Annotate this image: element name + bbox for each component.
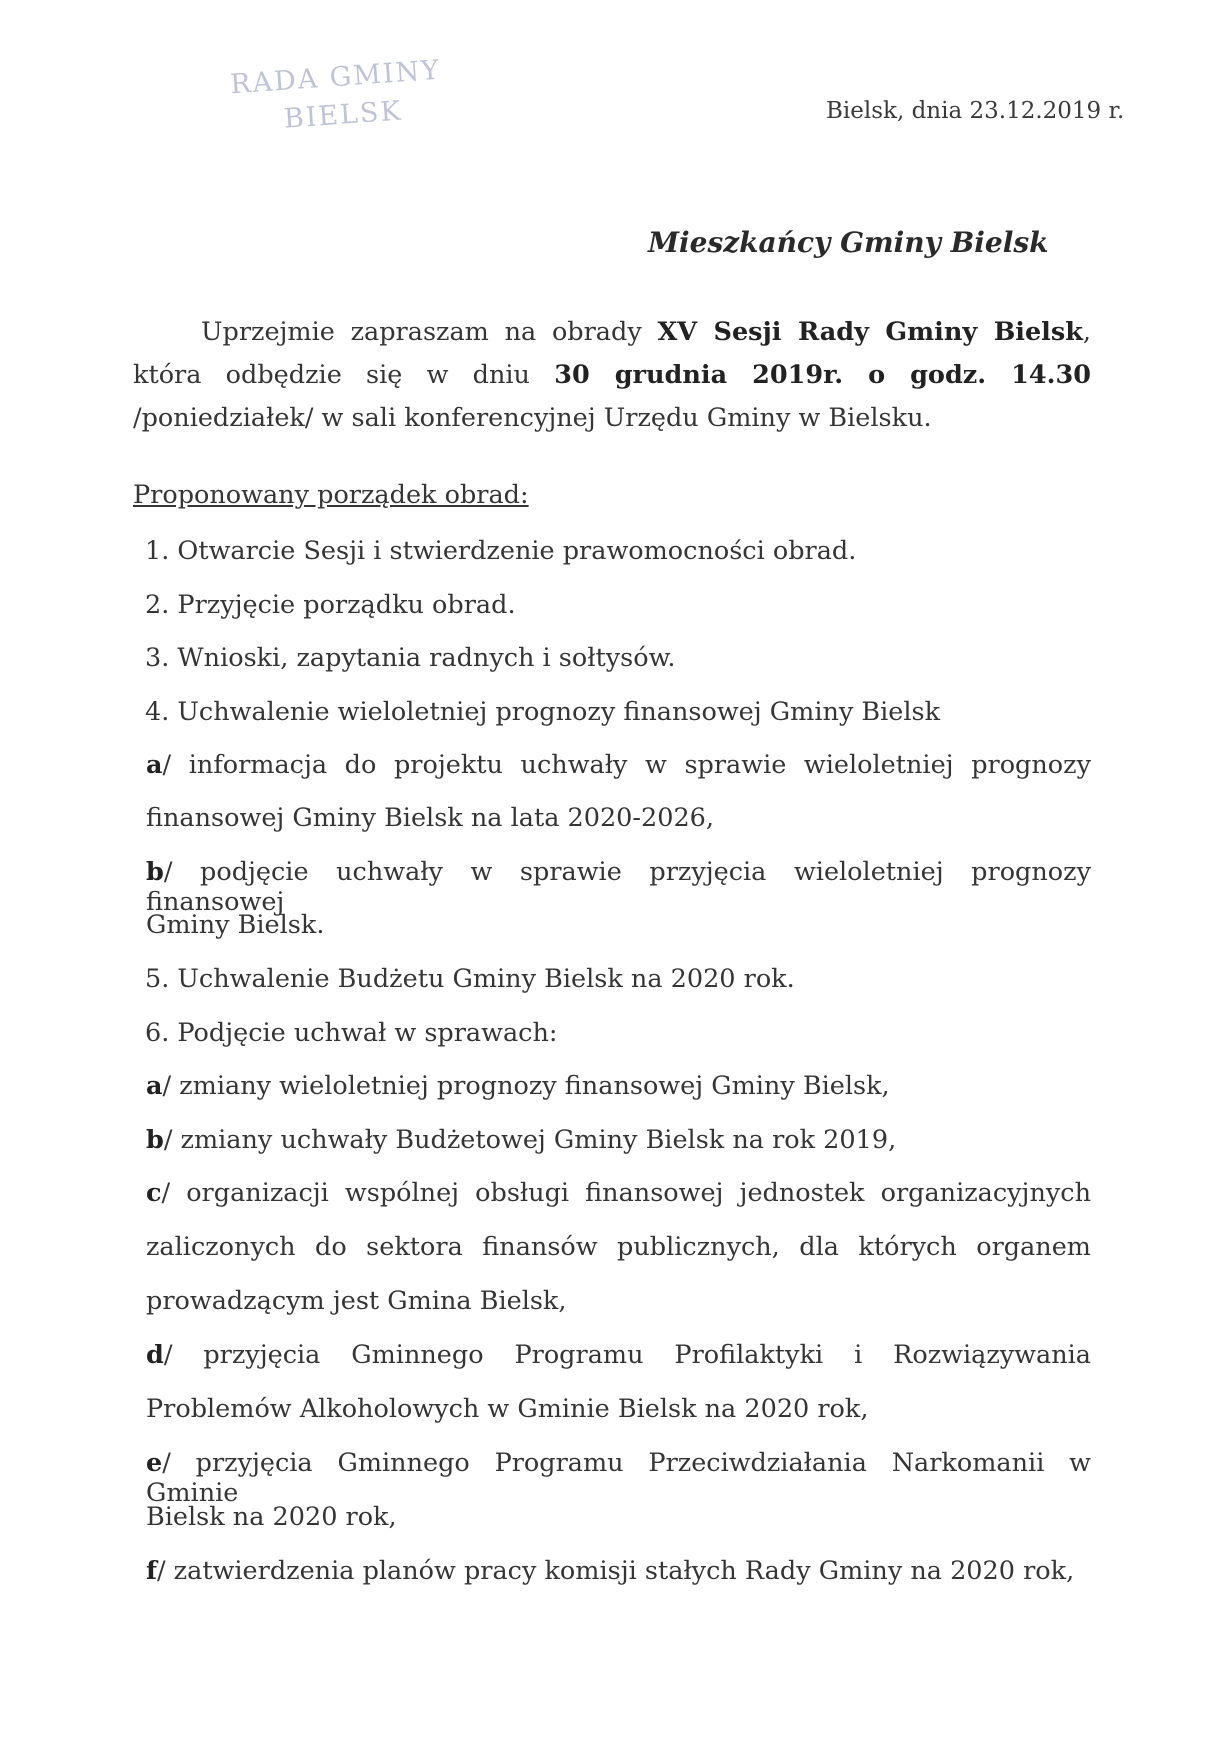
- intro-paragraph: [133, 311, 1091, 440]
- stamp-line-1: RADA GMINY: [229, 54, 442, 101]
- agenda-item-4: 4. Uchwalenie wieloletniej prognozy finansowej Gminy Bielsk: [145, 697, 941, 727]
- session-name: XV Sesji Rady Gminy Bielsk: [657, 317, 1083, 347]
- addressee: Mieszkańcy Gminy Bielsk: [648, 226, 1049, 259]
- sub-4a-line-2: finansowej Gminy Bielsk na lata 2020-2026,: [146, 803, 715, 833]
- agenda-item-1: 1. Otwarcie Sesji i stwierdzenie prawomocności obrad.: [145, 536, 857, 566]
- sub-6c-line-2: zaliczonych do sektora finansów publicznych, dla których organem: [146, 1232, 1091, 1262]
- sub-4a-line-1: a/ informacja do projektu uchwały w sprawie wieloletniej prognozy: [146, 750, 1091, 780]
- intro-text-2: , która odbędzie się w dniu: [133, 317, 1091, 390]
- agenda-item-6: 6. Podjęcie uchwał w sprawach:: [145, 1018, 558, 1048]
- sub-6f: f/ zatwierdzenia planów pracy komisji stałych Rady Gminy na 2020 rok,: [146, 1556, 1075, 1586]
- sub-4b-line-2: Gminy Bielsk.: [146, 910, 325, 940]
- letter-date: Bielsk, dnia 23.12.2019 r.: [826, 98, 1125, 124]
- sub-6a: a/ zmiany wieloletniej prognozy finansowej Gminy Bielsk,: [146, 1071, 890, 1101]
- sub-6e-line-2: Bielsk na 2020 rok,: [146, 1502, 397, 1532]
- intro-text-3: /poniedziałek/ w sali konferencyjnej Urzędu Gminy w Bielsku.: [133, 403, 932, 433]
- stamp-line-2: BIELSK: [282, 95, 404, 135]
- sub-4b-line-1: b/ podjęcie uchwały w sprawie przyjęcia wieloletniej prognozy finansowej: [146, 857, 1091, 917]
- sub-6d-line-2: Problemów Alkoholowych w Gminie Bielsk na 2020 rok,: [146, 1394, 869, 1424]
- sub-6c-line-1: c/ organizacji wspólnej obsługi finansowej jednostek organizacyjnych: [146, 1178, 1091, 1208]
- session-datetime: 30 grudnia 2019r. o godz. 14.30: [554, 360, 1091, 390]
- intro-text-1: Uprzejmie zapraszam na obrady: [201, 317, 658, 347]
- sub-6e-line-1: e/ przyjęcia Gminnego Programu Przeciwdziałania Narkomanii w Gminie: [146, 1448, 1091, 1508]
- agenda-item-3: 3. Wnioski, zapytania radnych i sołtysów.: [145, 643, 676, 673]
- sub-6d-line-1: d/ przyjęcia Gminnego Programu Profilaktyki i Rozwiązywania: [146, 1340, 1091, 1370]
- council-stamp: [220, 50, 455, 144]
- sub-6c-line-3: prowadzącym jest Gmina Bielsk,: [146, 1286, 567, 1316]
- agenda-item-5: 5. Uchwalenie Budżetu Gminy Bielsk na 2020 rok.: [145, 964, 795, 994]
- agenda-title: Proponowany porządek obrad:: [133, 480, 529, 510]
- agenda-item-2: 2. Przyjęcie porządku obrad.: [145, 590, 516, 620]
- sub-6b: b/ zmiany uchwały Budżetowej Gminy Bielsk na rok 2019,: [146, 1125, 897, 1155]
